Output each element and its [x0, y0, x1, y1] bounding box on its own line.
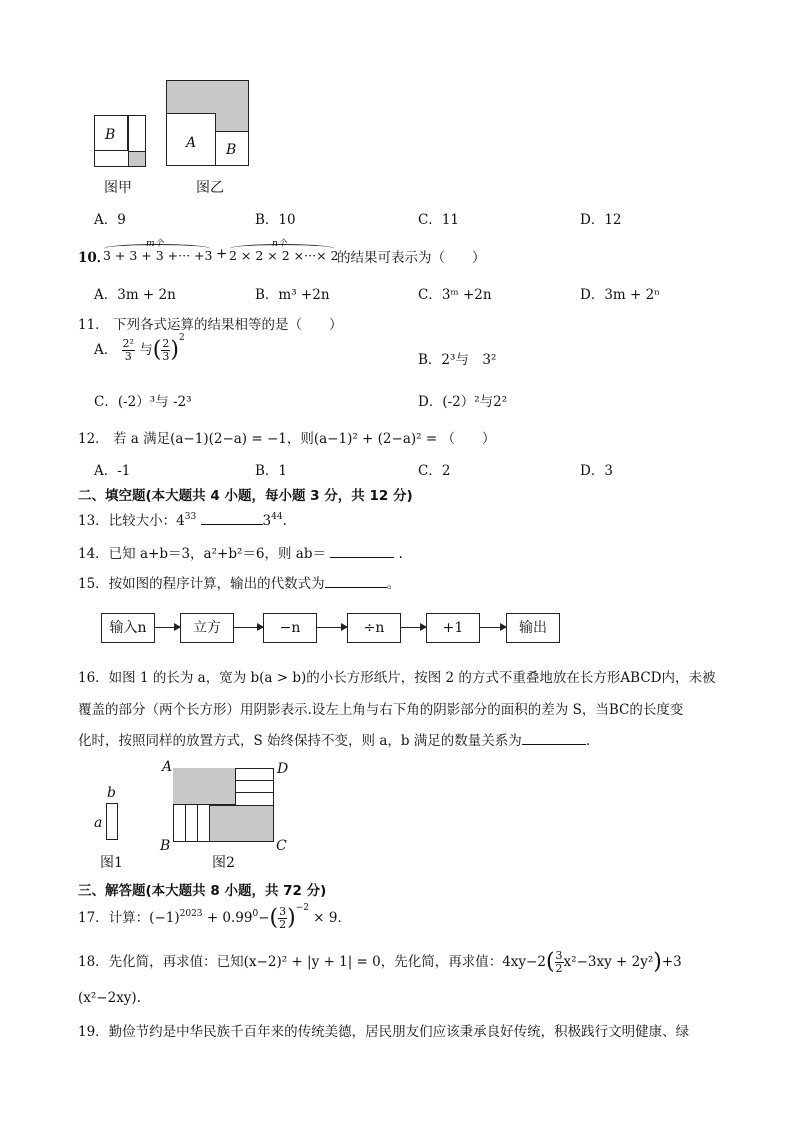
q9-option-d: D．12: [580, 212, 622, 228]
fig-yi-label-b: B: [226, 142, 237, 158]
q13-prefix: 13．比较大小：4: [78, 513, 185, 529]
q13-answer-blank[interactable]: [201, 524, 263, 525]
q9-option-a: A．9: [94, 212, 126, 228]
q15-end: 。: [386, 576, 401, 592]
question-18-line-1: 18．先化简，再求值：已知(x−2)² + |y + 1| = 0，先化简，再求值：4xy−2( $\frac{3}{2}$ x²−3xy + 2y²)+3: [78, 949, 682, 975]
q17-minus: −: [258, 910, 270, 926]
q12-option-a: A．-1: [94, 463, 131, 479]
fig2-strip-2: [236, 781, 274, 793]
q12-option-d: D．3: [580, 463, 613, 479]
q11-a-den: 3: [124, 350, 132, 363]
flow-arrow-1: [155, 627, 180, 628]
flow-step-minus-n: −n: [263, 613, 317, 643]
q15-text: 15．按如图的程序计算，输出的代数式为: [78, 576, 325, 592]
flow-step-input: 输入n: [101, 613, 155, 643]
fig-yi-caption: 图乙: [196, 180, 224, 196]
flow-arrow-2: [234, 627, 263, 628]
q17-fraction: [278, 906, 287, 931]
q14-text: 14．已知 a+b＝3，a²+b²＝6，则 ab＝: [78, 546, 326, 562]
fig2-caption: 图2: [212, 855, 235, 871]
q11-a-num: 2²: [122, 337, 134, 350]
q10-option-c: C．3ᵐ +2n: [418, 287, 492, 303]
q11-option-c: C．(-2）³与 -2³: [94, 394, 192, 410]
q10-number: 10．: [78, 250, 111, 266]
flow-step-divide-n: ÷n: [347, 613, 401, 643]
question-14: [78, 542, 403, 562]
question-17: 17．计算：$(-1)^{2023} + 0.99^0-$( $\frac{3}{2}$ )$^{-2}$ × 9．: [78, 903, 351, 931]
q16-line-2: 覆盖的部分（两个长方形）用阴影表示.设左上角与右下角的阴影部分的面积的差为 S，当BC的长度变: [78, 702, 684, 718]
q16-line-3-text: 化时，按照同样的放置方式，S 始终保持不变，则 a，b 满足的数量关系为: [78, 733, 522, 749]
fig1-caption: 图1: [100, 855, 123, 871]
q10-option-a: A．3m + 2n: [94, 287, 176, 303]
flow-step-cube: 立方: [180, 613, 234, 643]
flow-arrow-3: [317, 627, 347, 628]
q14-end: .: [398, 546, 403, 562]
q10-brace-m-label: m个: [146, 239, 164, 249]
q13-exp2: 44: [271, 512, 283, 522]
q11-option-a-fraction1: [122, 338, 135, 363]
q11-a-den2: 3: [162, 350, 170, 363]
fig2-shade-bottom-right: [210, 805, 274, 842]
q10-option-d: D．3m + 2ⁿ: [580, 287, 661, 303]
q17-end: × 9．: [309, 910, 351, 926]
q12-option-c: C．2: [418, 463, 451, 479]
q17-mid: + 0.99: [202, 910, 253, 926]
q18-line1c: +3: [661, 954, 682, 970]
q11-stem: 11． 下列各式运算的结果相等的是（ ）: [78, 317, 343, 333]
q12-option-b: B．1: [255, 463, 288, 479]
fig-jia-caption: 图甲: [104, 180, 132, 196]
q11-option-a-mid: 与: [139, 342, 153, 358]
q11-option-a-prefix: A．: [94, 342, 118, 358]
fig2-strip-4: [186, 805, 198, 842]
fig1-label-a: a: [94, 815, 103, 831]
q11-option-b: B．2³与 3²: [418, 352, 497, 368]
fig1-label-b: b: [107, 785, 116, 801]
q11-a-num2: 2: [162, 337, 170, 350]
fig-jia-shade: [128, 151, 146, 167]
q13-exp1: 33: [184, 512, 197, 522]
section-2-heading: 二、填空题(本大题共 4 小题，每小题 3 分，共 12 分): [78, 488, 413, 504]
flow-arrow-4: [401, 627, 426, 628]
flow-step-output: 输出: [506, 613, 560, 643]
q17-exp3: −2: [295, 903, 309, 913]
q17-den: 2: [279, 918, 287, 931]
q16-end: .: [585, 733, 591, 749]
q19-line-1: 19．勤俭节约是中华民族千百年来的传统美德，居民朋友们应该秉承良好传统，积极践行文明健康、绿: [78, 1024, 690, 1040]
fig1-rectangle: [106, 803, 118, 840]
q10-brace-n-label: n个: [272, 239, 287, 249]
q13-base2: 3: [262, 513, 272, 529]
q10-plus: +: [216, 246, 228, 262]
question-15: [78, 572, 400, 592]
q17-prefix: 17．计算：(−1): [78, 910, 180, 926]
q17-exp1: 2023: [179, 909, 203, 919]
q9-option-b: B．10: [255, 212, 296, 228]
fig2-strip-3: [173, 805, 186, 842]
q9-option-c: C．11: [418, 212, 460, 228]
q18-line1a: 18．先化简，再求值：已知(x−2)² + |y + 1| = 0，先化简，再求值：4xy−2: [78, 954, 546, 970]
fig2-label-C: C: [276, 838, 287, 854]
q10-option-b: B．m³ +2n: [255, 287, 330, 303]
fig2-label-D: D: [277, 761, 289, 777]
fig-yi-label-a: A: [186, 135, 197, 151]
q11-option-a-fraction2: [161, 338, 170, 363]
flow-arrow-5: [480, 627, 506, 628]
fig2-label-B: B: [160, 838, 171, 854]
q16-line-3: [78, 729, 590, 749]
q16-answer-blank[interactable]: [522, 744, 586, 745]
flow-step-plus-1: +1: [426, 613, 480, 643]
fig2-label-A: A: [162, 759, 173, 775]
q17-exp2: 0: [252, 909, 259, 919]
q14-answer-blank[interactable]: [330, 557, 394, 558]
q11-option-d: D．(-2）²与2²: [418, 394, 508, 410]
question-13: [78, 509, 287, 529]
fig2-strip-5: [198, 805, 210, 842]
q18-den: 2: [555, 962, 563, 975]
q18-num: 3: [555, 949, 563, 962]
q12-stem: 12． 若 a 满足(a−1)(2−a) = −1，则(a−1)² + (2−a)² = （ ）: [78, 431, 496, 447]
section-3-heading: 三、解答题(本大题共 8 小题，共 72 分): [78, 883, 327, 899]
q10-prod-expr: 2 × 2 × 2 ×···× 2: [229, 248, 339, 263]
q10-tail: 的结果可表示为（ ）: [337, 250, 486, 266]
q13-end: .: [282, 513, 287, 529]
q10-sum-expr: 3 + 3 + 3 +··· +3: [103, 248, 213, 263]
q18-line-2: (x²−2xy).: [78, 990, 141, 1006]
q11-a-exp: 2: [178, 333, 185, 343]
fig2-shade-top-left: [173, 768, 236, 805]
q18-fraction: [555, 950, 564, 975]
q18-line1b: x²−3xy + 2y²: [563, 954, 654, 970]
fig-jia-label-b: B: [105, 127, 116, 143]
q17-num: 3: [279, 905, 287, 918]
q15-answer-blank[interactable]: [325, 587, 387, 588]
q16-line-1: 16．如图 1 的长为 a，宽为 b(a > b)的小长方形纸片，按图 2 的方式不重叠地放在长方形ABCD内，未被: [78, 670, 716, 686]
q11-option-a: A． $\frac{\text{2²}}{3}$ 与( $\frac{2}{3}$ )$^2$: [94, 333, 185, 363]
fig2-strip-1: [236, 768, 274, 781]
